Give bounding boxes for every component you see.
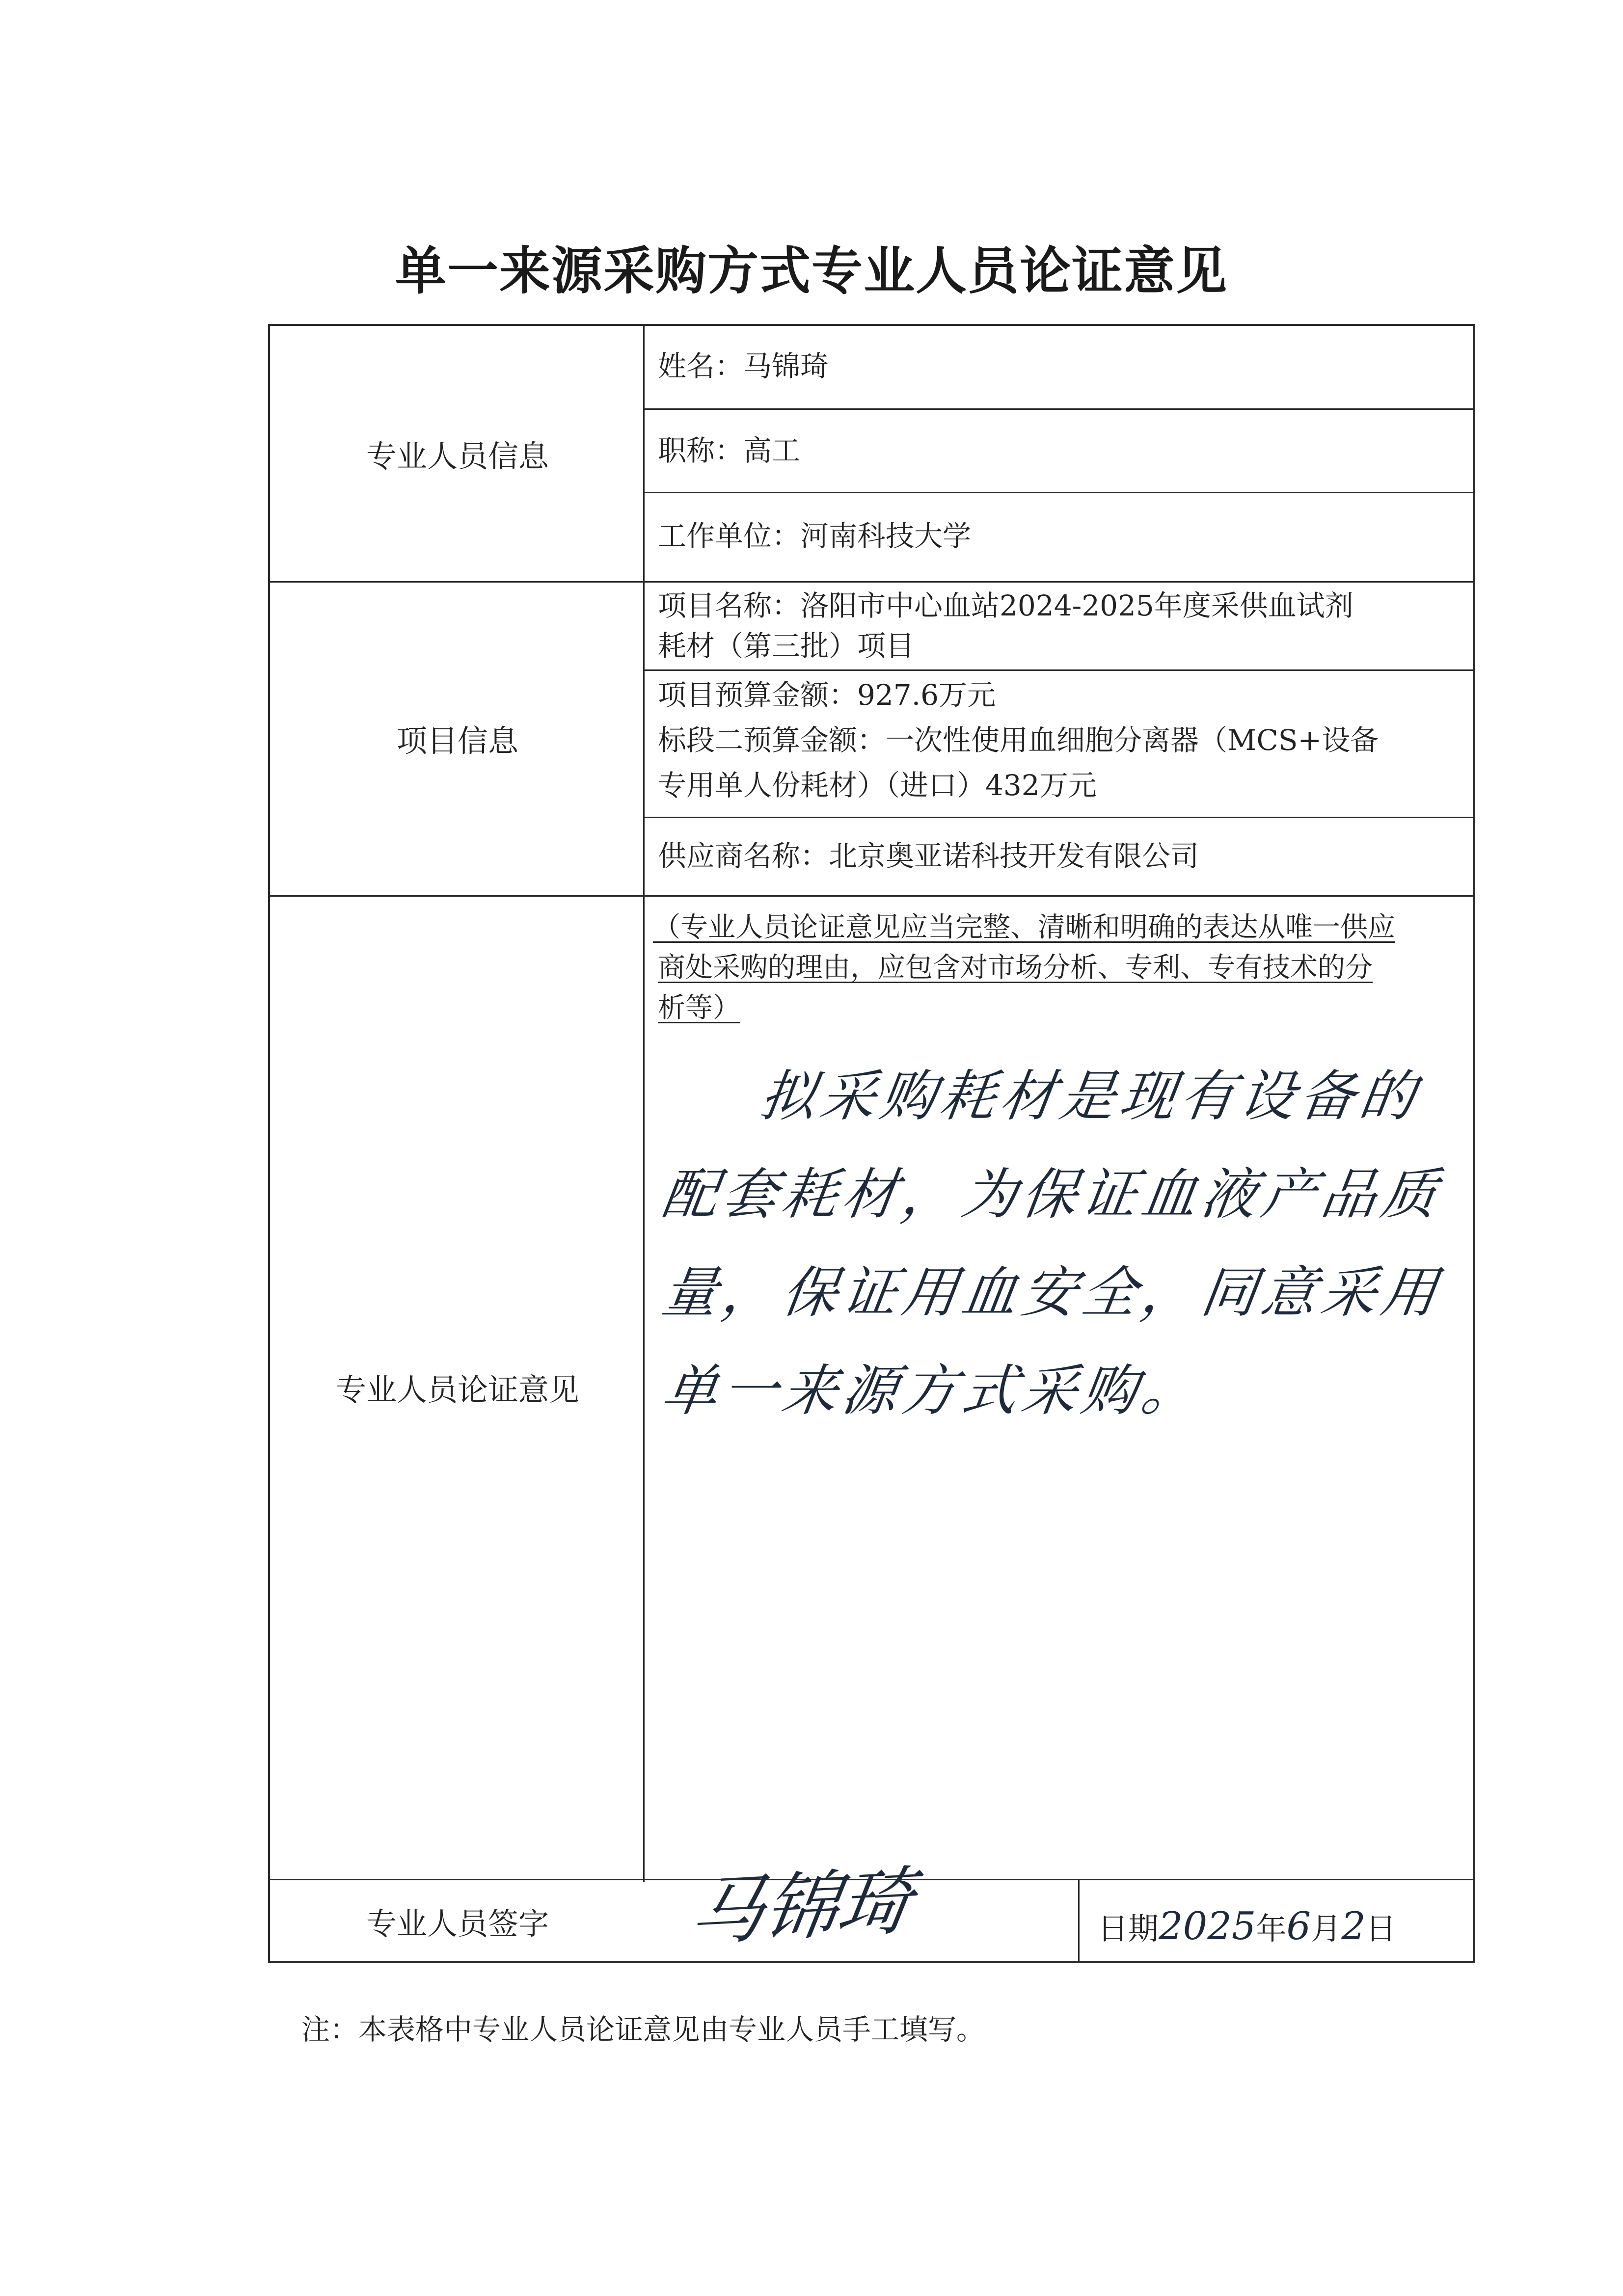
row-divider [643,408,1475,410]
date-month-unit: 月 [1311,1911,1342,1947]
supplier-name: 供应商名称：北京奥亚诺科技开发有限公司 [658,839,1199,873]
expert-signature: 马锦琦 [684,1858,919,1956]
expert-name: 姓名：马锦琦 [658,349,829,383]
lot-budget-line1: 标段二预算金额：一次性使用血细胞分离器（MCS+设备 [658,723,1379,757]
date-year-unit: 年 [1256,1911,1287,1947]
date-month: 6 [1286,1904,1311,1949]
row-divider [643,492,1475,493]
opinion-instruction-line3: 析等） [658,992,740,1024]
row-divider [643,817,1475,818]
opinion-instruction-line1: （专业人员论证意见应当完整、清晰和明确的表达从唯一供应 [653,911,1395,943]
date-year: 2025 [1159,1904,1256,1949]
lot-budget-line2: 专用单人份耗材）（进口）432万元 [658,769,1097,802]
expert-employer: 工作单位：河南科技大学 [658,519,972,553]
date-day: 2 [1341,1904,1366,1949]
opinion-label: 专业人员论证意见 [335,1371,579,1408]
signature-label: 专业人员签字 [366,1905,549,1942]
handwritten-opinion-line4: 单一来源方式采购。 [658,1359,1207,1423]
handwritten-opinion-line3: 量，保证用血安全，同意采用 [658,1261,1446,1325]
signature-date [1098,1904,1396,1949]
project-info-label: 项目信息 [396,722,518,759]
date-label: 日期 [1098,1911,1159,1947]
project-budget: 项目预算金额：927.6万元 [658,678,996,712]
page-title: 单一来源采购方式专业人员论证意见 [395,241,1228,301]
project-name-line1: 项目名称：洛阳市中心血站2024-2025年度采供血试剂 [658,589,1353,622]
row-divider [643,669,1475,671]
date-day-unit: 日 [1365,1911,1396,1947]
form-table [268,324,1475,1963]
expert-info-label: 专业人员信息 [366,438,549,474]
handwritten-opinion-line2: 配套耗材，为保证血液产品质 [658,1163,1446,1227]
project-name-line2: 耗材（第三批）项目 [658,629,915,663]
signature-divider [1078,1879,1080,1963]
footnote: 注：本表格中专业人员论证意见由专业人员手工填写。 [301,2013,985,2046]
expert-title: 职称：高工 [658,434,801,467]
opinion-instruction-line2: 商处采购的理由，应包含对市场分析、专利、专有技术的分 [658,952,1373,984]
handwritten-opinion-line1: 拟采购耗材是现有设备的 [756,1065,1425,1128]
